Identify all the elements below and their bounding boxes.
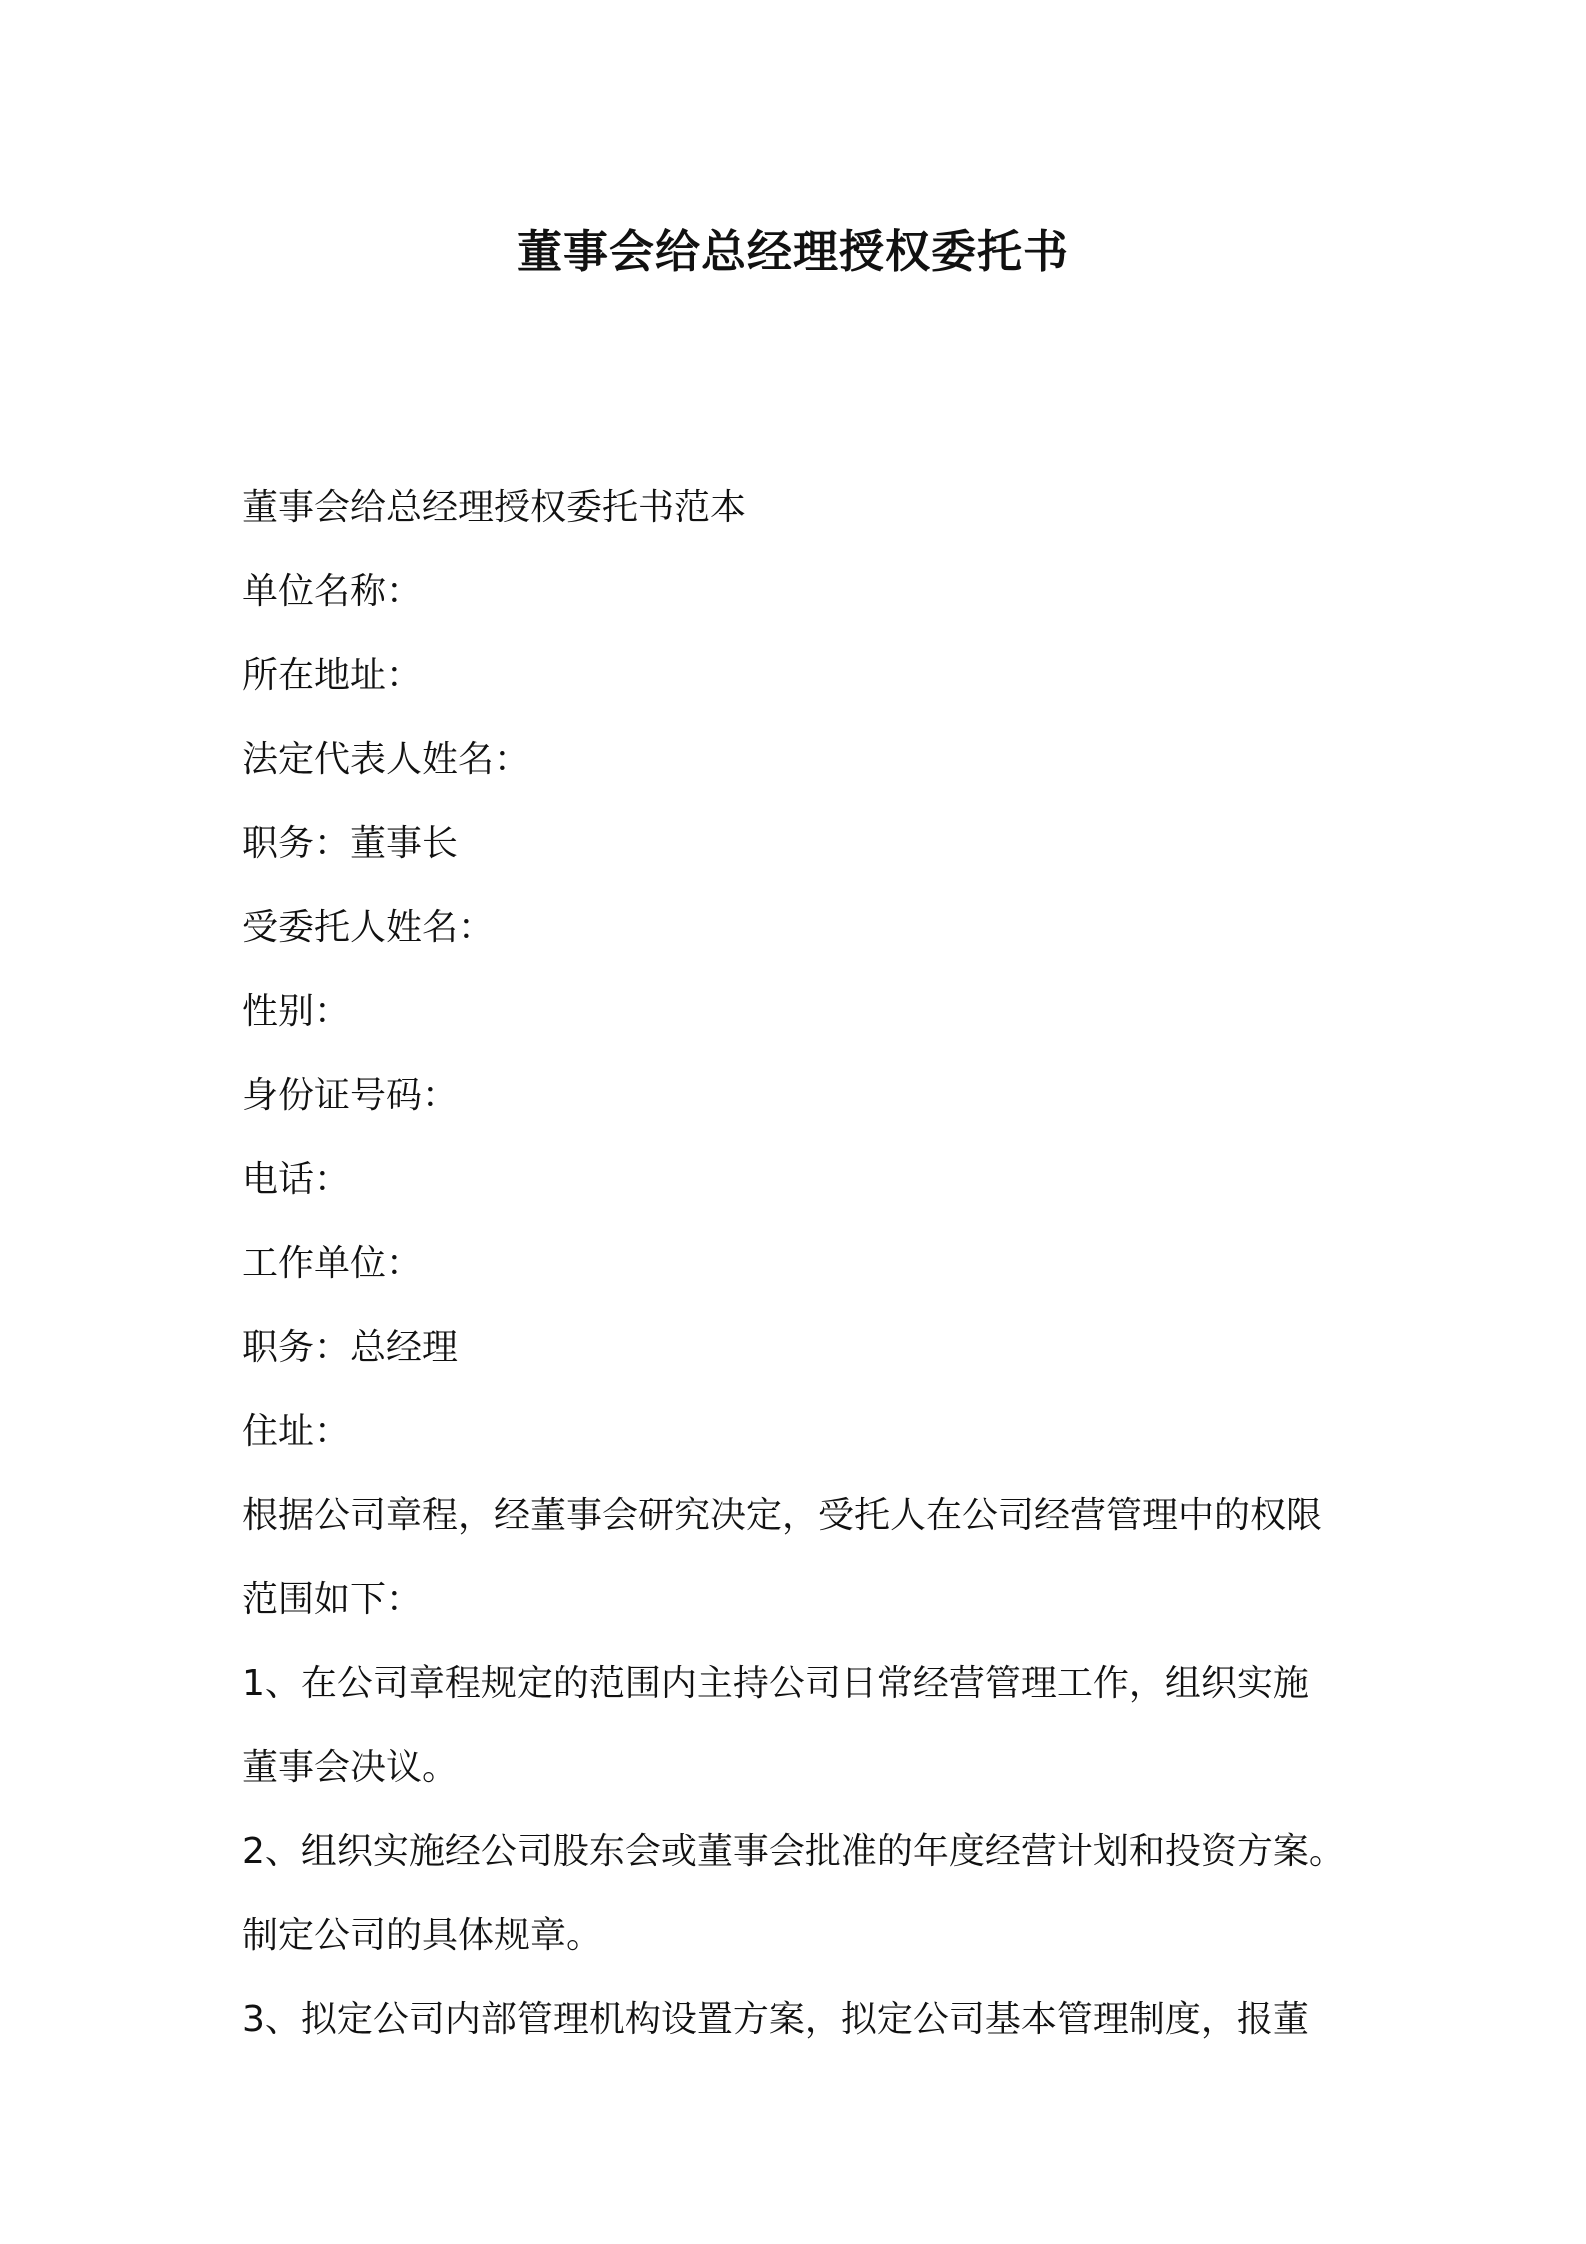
template-heading: 董事会给总经理授权委托书范本	[242, 487, 747, 528]
clause-2-line-1: 2、组织实施经公司股东会或董事会批准的年度经营计划和投资方案。	[242, 1831, 1345, 1872]
field-representative-title: 职务：董事长	[242, 823, 459, 864]
field-unit-name: 单位名称：	[242, 571, 423, 612]
field-address: 所在地址：	[242, 655, 423, 696]
clause-1-line-2: 董事会决议。	[242, 1747, 459, 1788]
field-workplace: 工作单位：	[242, 1243, 423, 1284]
clause-1-line-1: 1、在公司章程规定的范围内主持公司日常经营管理工作，组织实施	[242, 1663, 1309, 1704]
document-title: 董事会给总经理授权委托书	[516, 225, 1069, 278]
clause-3-line-1: 3、拟定公司内部管理机构设置方案，拟定公司基本管理制度，报董	[242, 1999, 1309, 2040]
field-residence: 住址：	[242, 1411, 351, 1452]
field-id-number: 身份证号码：	[242, 1075, 459, 1116]
paragraph-intro-line-1: 根据公司章程，经董事会研究决定，受托人在公司经营管理中的权限	[242, 1495, 1323, 1536]
field-legal-representative: 法定代表人姓名：	[242, 739, 531, 780]
field-phone: 电话：	[242, 1159, 351, 1200]
paragraph-intro-line-2: 范围如下：	[242, 1579, 423, 1620]
document-body	[242, 478, 1362, 2074]
clause-2-line-2: 制定公司的具体规章。	[242, 1915, 603, 1956]
field-trustee-name: 受委托人姓名：	[242, 907, 495, 948]
field-gender: 性别：	[242, 991, 351, 1032]
field-trustee-title: 职务：总经理	[242, 1327, 459, 1368]
